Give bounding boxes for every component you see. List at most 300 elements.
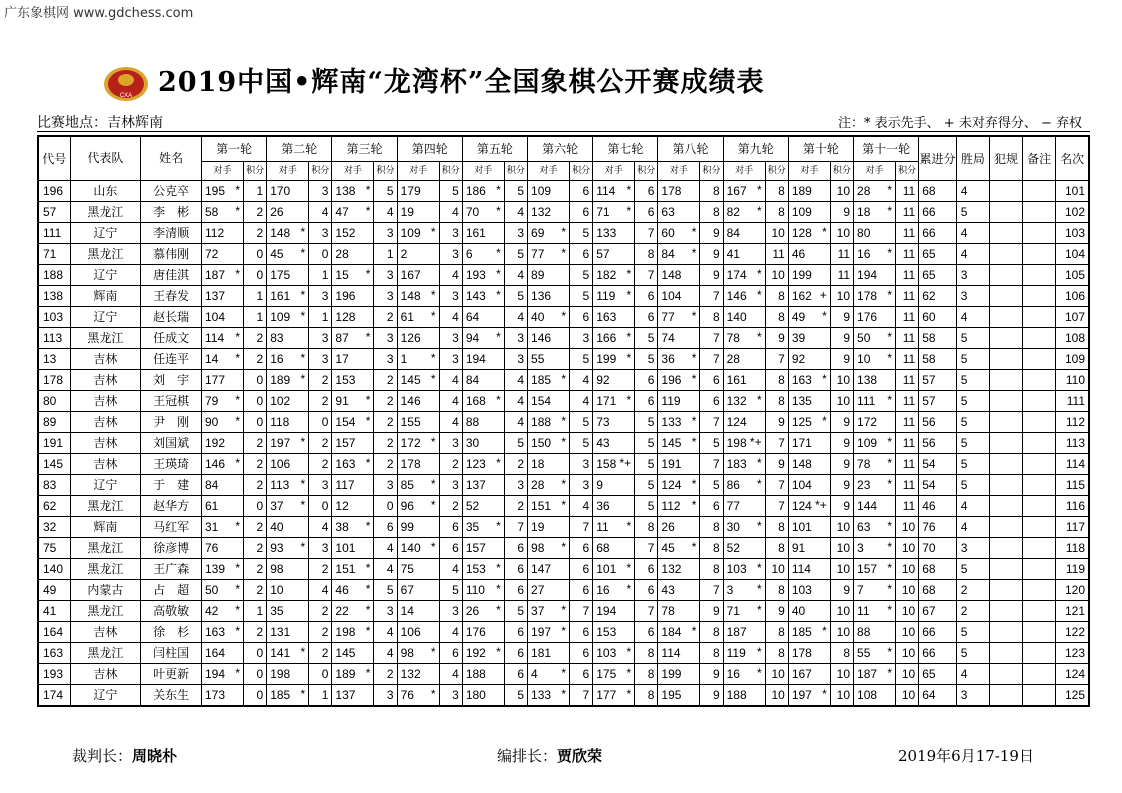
opponent-id: 163: [205, 624, 226, 639]
opponent-id: 133: [531, 687, 552, 702]
opponent-cell: [462, 349, 504, 370]
opponent-id: 132: [531, 204, 552, 219]
round-points: 8: [765, 370, 788, 391]
move-mark: *: [887, 477, 893, 491]
opponent-id: 109: [857, 435, 878, 450]
opponent-id: 26: [270, 204, 284, 219]
move-mark: *: [496, 519, 501, 533]
player-id: 196: [38, 181, 70, 202]
opponent-cell: [854, 223, 896, 244]
round-points: 2: [309, 454, 332, 475]
opponent-id: 175: [270, 267, 291, 282]
player-team: 黑龙江: [70, 601, 141, 622]
round-points: 11: [830, 244, 853, 265]
opponent-id: 11: [857, 603, 870, 618]
final-rank: 112: [1056, 412, 1089, 433]
opponent-id: 196: [335, 288, 356, 303]
opponent-id: 17: [335, 351, 349, 366]
player-name: 占 超: [141, 580, 202, 601]
opponent-cell: [658, 286, 700, 307]
opponent-id: 158: [596, 456, 617, 471]
opponent-id: 151: [531, 498, 552, 513]
remark-cell: [1023, 433, 1056, 454]
opponent-cell: [267, 496, 309, 517]
final-rank: 122: [1056, 622, 1089, 643]
player-id: 32: [38, 517, 70, 538]
opponent-cell: [593, 580, 635, 601]
round-points: 9: [765, 601, 788, 622]
opponent-cell: [723, 454, 765, 475]
opponent-cell: [397, 517, 439, 538]
round-points: 11: [896, 349, 919, 370]
round-points: 9: [830, 202, 853, 223]
round-points: 3: [374, 328, 397, 349]
player-id: 80: [38, 391, 70, 412]
round-points: 0: [243, 370, 266, 391]
opponent-id: 168: [465, 393, 486, 408]
opponent-id: 84: [661, 246, 675, 261]
opponent-id: 139: [205, 561, 226, 576]
table-row: [38, 349, 1089, 370]
header-remark: 备注: [1023, 136, 1056, 181]
round-points: 4: [570, 370, 593, 391]
table-row: [38, 202, 1089, 223]
remark-cell: [1023, 328, 1056, 349]
opponent-id: 133: [661, 414, 682, 429]
round-points: 5: [504, 685, 527, 707]
opponent-cell: [202, 580, 244, 601]
opponent-cell: [202, 685, 244, 707]
opponent-cell: [788, 328, 830, 349]
opponent-id: 161: [726, 372, 747, 387]
foul-cell: [989, 496, 1022, 517]
round-points: 6: [570, 559, 593, 580]
opponent-cell: [593, 643, 635, 664]
final-rank: 104: [1056, 244, 1089, 265]
round-points: 0: [309, 664, 332, 685]
opponent-cell: [658, 307, 700, 328]
opponent-cell: [267, 475, 309, 496]
cumulative-score: 65: [919, 265, 957, 286]
remark-cell: [1023, 580, 1056, 601]
move-mark: *: [626, 267, 632, 281]
opponent-id: 131: [270, 624, 291, 639]
opponent-id: 146: [726, 288, 747, 303]
move-mark: *: [365, 183, 371, 197]
round-points: 2: [309, 622, 332, 643]
round-points: 8: [765, 643, 788, 664]
opponent-cell: [658, 391, 700, 412]
opponent-id: 36: [661, 351, 675, 366]
opponent-id: 191: [661, 456, 682, 471]
opponent-cell: [267, 370, 309, 391]
round-points: 11: [896, 265, 919, 286]
opponent-id: 141: [270, 645, 291, 660]
move-mark: *: [691, 372, 697, 386]
foul-cell: [989, 622, 1022, 643]
round-points: 9: [700, 601, 723, 622]
final-rank: 108: [1056, 328, 1089, 349]
opponent-cell: [528, 286, 570, 307]
round-points: 8: [700, 538, 723, 559]
opponent-cell: [397, 643, 439, 664]
round-points: 4: [439, 202, 462, 223]
opponent-id: 22: [335, 603, 349, 618]
opponent-cell: [267, 244, 309, 265]
round-points: 8: [765, 391, 788, 412]
player-team: 内蒙古: [70, 580, 141, 601]
player-team: 吉林: [70, 622, 141, 643]
opponent-cell: [593, 307, 635, 328]
opponent-id: 170: [270, 183, 291, 198]
round-points: 6: [635, 370, 658, 391]
opponent-id: 195: [661, 687, 682, 702]
round-points: 11: [896, 244, 919, 265]
move-mark: *: [887, 183, 893, 197]
opponent-id: 91: [791, 540, 806, 555]
opponent-id: 38: [335, 519, 349, 534]
round-points: 3: [309, 223, 332, 244]
opponent-id: 14: [205, 351, 219, 366]
opponent-id: 106: [270, 456, 291, 471]
opponent-cell: [528, 370, 570, 391]
remark-cell: [1023, 559, 1056, 580]
round-points: 3: [439, 244, 462, 265]
final-rank: 116: [1056, 496, 1089, 517]
opponent-id: 188: [531, 414, 552, 429]
opponent-id: 14: [400, 603, 414, 618]
move-mark: *: [430, 372, 436, 386]
opponent-cell: [788, 433, 830, 454]
opponent-cell: [528, 223, 570, 244]
opponent-cell: [658, 412, 700, 433]
opponent-cell: [723, 475, 765, 496]
round-points: 11: [765, 244, 788, 265]
cumulative-score: 54: [919, 454, 957, 475]
opponent-id: 192: [205, 435, 226, 450]
opponent-cell: [397, 433, 439, 454]
move-mark: *: [887, 435, 893, 449]
win-count: 5: [956, 643, 989, 664]
opponent-cell: [658, 265, 700, 286]
opponent-id: 173: [205, 687, 226, 702]
move-mark: *: [300, 351, 306, 365]
opponent-cell: [593, 601, 635, 622]
move-mark: *: [561, 603, 566, 617]
header-foul: 犯规: [989, 136, 1022, 181]
opponent-cell: [528, 244, 570, 265]
round-points: 8: [830, 643, 853, 664]
player-team: 辉南: [70, 517, 141, 538]
header-opponent: 对手: [854, 162, 896, 181]
round-points: 10: [830, 601, 853, 622]
move-mark: *: [756, 582, 762, 596]
opponent-id: 177: [596, 687, 617, 702]
move-mark: *: [822, 309, 827, 323]
player-id: 163: [38, 643, 70, 664]
remark-cell: [1023, 391, 1056, 412]
move-mark: *: [235, 204, 240, 218]
round-points: 7: [765, 496, 788, 517]
round-points: 3: [309, 181, 332, 202]
opponent-cell: [593, 181, 635, 202]
round-points: 7: [635, 223, 658, 244]
opponent-id: 91: [335, 393, 349, 408]
move-mark: *: [496, 246, 501, 260]
opponent-cell: [658, 664, 700, 685]
opponent-id: 15: [335, 267, 349, 282]
opponent-id: 195: [205, 183, 226, 198]
move-mark: *: [691, 624, 697, 638]
opponent-cell: [397, 664, 439, 685]
opponent-id: 77: [661, 309, 675, 324]
move-mark: *: [496, 204, 501, 218]
round-points: 3: [374, 349, 397, 370]
round-points: 6: [700, 391, 723, 412]
opponent-cell: [267, 265, 309, 286]
opponent-id: 77: [726, 498, 740, 513]
player-team: 辽宁: [70, 307, 141, 328]
round-points: 5: [570, 265, 593, 286]
opponent-id: 194: [465, 351, 486, 366]
opponent-cell: [658, 580, 700, 601]
round-points: 6: [504, 643, 527, 664]
opponent-cell: [267, 349, 309, 370]
round-points: 5: [635, 433, 658, 454]
opponent-cell: [854, 664, 896, 685]
opponent-id: 155: [400, 414, 421, 429]
round-points: 3: [439, 685, 462, 707]
opponent-cell: [332, 559, 374, 580]
round-points: 4: [504, 412, 527, 433]
round-points: 7: [700, 286, 723, 307]
opponent-cell: [397, 181, 439, 202]
opponent-id: 2: [400, 246, 408, 261]
move-mark: *: [756, 477, 762, 491]
opponent-id: 78: [661, 603, 675, 618]
opponent-id: 178: [857, 288, 878, 303]
opponent-cell: [332, 412, 374, 433]
opponent-cell: [854, 538, 896, 559]
opponent-cell: [723, 664, 765, 685]
opponent-id: 185: [270, 687, 291, 702]
opponent-cell: [528, 580, 570, 601]
opponent-id: 108: [857, 687, 878, 702]
opponent-id: 197: [270, 435, 291, 450]
round-points: 3: [570, 454, 593, 475]
opponent-cell: [267, 580, 309, 601]
round-points: 0: [243, 496, 266, 517]
round-points: 2: [243, 328, 266, 349]
opponent-id: 28: [857, 183, 871, 198]
round-points: 2: [309, 559, 332, 580]
move-mark: *: [496, 393, 501, 407]
move-mark: +: [819, 288, 827, 302]
opponent-id: 186: [465, 183, 486, 198]
round-points: 4: [309, 202, 332, 223]
win-count: 5: [956, 433, 989, 454]
win-count: 3: [956, 286, 989, 307]
opponent-cell: [462, 454, 504, 475]
move-mark: *: [235, 183, 240, 197]
round-points: 2: [243, 433, 266, 454]
page-title: 2019中国•辉南“龙湾杯”全国象棋公开赛成绩表: [158, 67, 765, 98]
opponent-id: 153: [596, 624, 617, 639]
opponent-cell: [528, 202, 570, 223]
player-team: 辽宁: [70, 265, 141, 286]
round-points: 3: [570, 328, 593, 349]
opponent-cell: [658, 685, 700, 707]
final-rank: 114: [1056, 454, 1089, 475]
round-points: 7: [765, 433, 788, 454]
cumulative-score: 58: [919, 349, 957, 370]
opponent-id: 77: [531, 246, 545, 261]
player-team: 辽宁: [70, 223, 141, 244]
round-points: 5: [570, 349, 593, 370]
opponent-cell: [788, 517, 830, 538]
player-id: 188: [38, 265, 70, 286]
round-points: 4: [439, 664, 462, 685]
opponent-id: 140: [400, 540, 421, 555]
opponent-cell: [723, 496, 765, 517]
round-points: 5: [439, 580, 462, 601]
round-points: 0: [243, 244, 266, 265]
final-rank: 118: [1056, 538, 1089, 559]
cumulative-score: 57: [919, 370, 957, 391]
opponent-cell: [854, 328, 896, 349]
move-mark: *: [561, 414, 566, 428]
round-points: 2: [243, 580, 266, 601]
opponent-id: 103: [596, 645, 617, 660]
round-points: 2: [243, 223, 266, 244]
opponent-cell: [723, 622, 765, 643]
opponent-cell: [267, 181, 309, 202]
header-opponent: 对手: [723, 162, 765, 181]
opponent-id: 89: [531, 267, 545, 282]
opponent-cell: [788, 286, 830, 307]
opponent-id: 4: [531, 666, 538, 681]
round-points: 4: [374, 643, 397, 664]
remark-cell: [1023, 685, 1056, 707]
round-points: 2: [243, 622, 266, 643]
opponent-cell: [332, 202, 374, 223]
opponent-id: 26: [465, 603, 480, 618]
round-points: 6: [570, 664, 593, 685]
opponent-id: 36: [596, 498, 610, 513]
table-row: [38, 559, 1089, 580]
round-points: 5: [374, 580, 397, 601]
move-mark: *: [300, 540, 306, 554]
round-points: 3: [504, 328, 527, 349]
player-team: 黑龙江: [70, 202, 141, 223]
move-mark: *: [691, 309, 697, 323]
round-points: 0: [243, 685, 266, 707]
round-points: 11: [896, 181, 919, 202]
opponent-id: 181: [531, 645, 552, 660]
round-points: 6: [504, 664, 527, 685]
opponent-id: 104: [661, 288, 682, 303]
round-points: 6: [570, 643, 593, 664]
table-row: [38, 664, 1089, 685]
round-points: 4: [504, 370, 527, 391]
opponent-cell: [267, 664, 309, 685]
opponent-id: 138: [335, 183, 356, 198]
opponent-cell: [528, 601, 570, 622]
round-points: 2: [374, 370, 397, 391]
opponent-cell: [397, 580, 439, 601]
round-points: 11: [896, 475, 919, 496]
opponent-cell: [332, 685, 374, 707]
opponent-cell: [528, 517, 570, 538]
opponent-cell: [202, 433, 244, 454]
opponent-cell: [528, 496, 570, 517]
venue: [37, 112, 163, 132]
move-mark: *: [756, 561, 762, 575]
opponent-cell: [723, 370, 765, 391]
opponent-cell: [528, 664, 570, 685]
round-points: 5: [374, 181, 397, 202]
round-points: 9: [765, 328, 788, 349]
move-mark: *: [365, 267, 371, 281]
round-points: 11: [896, 496, 919, 517]
round-points: 4: [439, 265, 462, 286]
opponent-id: 125: [791, 414, 812, 429]
opponent-id: 69: [531, 225, 545, 240]
round-points: 2: [243, 202, 266, 223]
opponent-id: 37: [270, 498, 284, 513]
remark-cell: [1023, 412, 1056, 433]
opponent-id: 26: [661, 519, 675, 534]
round-points: 7: [700, 412, 723, 433]
round-points: 3: [374, 286, 397, 307]
round-points: 5: [439, 181, 462, 202]
table-row: [38, 370, 1089, 391]
opponent-id: 109: [270, 309, 291, 324]
remark-cell: [1023, 454, 1056, 475]
move-mark: *: [300, 687, 306, 701]
opponent-cell: [202, 601, 244, 622]
player-name: 刘 宇: [141, 370, 202, 391]
opponent-id: 162: [791, 288, 812, 303]
final-rank: 115: [1056, 475, 1089, 496]
opponent-id: 112: [661, 498, 681, 513]
opponent-id: 76: [205, 540, 219, 555]
cumulative-score: 65: [919, 664, 957, 685]
opponent-cell: [332, 454, 374, 475]
round-points: 0: [309, 244, 332, 265]
opponent-id: 177: [205, 372, 226, 387]
header-opponent: 对手: [658, 162, 700, 181]
opponent-cell: [202, 181, 244, 202]
opponent-id: 45: [661, 540, 675, 555]
player-name: 赵华方: [141, 496, 202, 517]
opponent-cell: [528, 328, 570, 349]
player-name: 徐彦博: [141, 538, 202, 559]
cumulative-score: 76: [919, 517, 957, 538]
opponent-id: 132: [726, 393, 747, 408]
opponent-id: 88: [857, 624, 871, 639]
opponent-id: 80: [857, 225, 871, 240]
round-points: 6: [504, 538, 527, 559]
round-points: 6: [700, 496, 723, 517]
opponent-cell: [267, 559, 309, 580]
opponent-id: 50: [205, 582, 219, 597]
opponent-id: 114: [791, 561, 811, 576]
round-points: 1: [243, 307, 266, 328]
opponent-id: 117: [335, 477, 355, 492]
header-round: 第三轮: [332, 136, 397, 162]
opponent-cell: [593, 244, 635, 265]
